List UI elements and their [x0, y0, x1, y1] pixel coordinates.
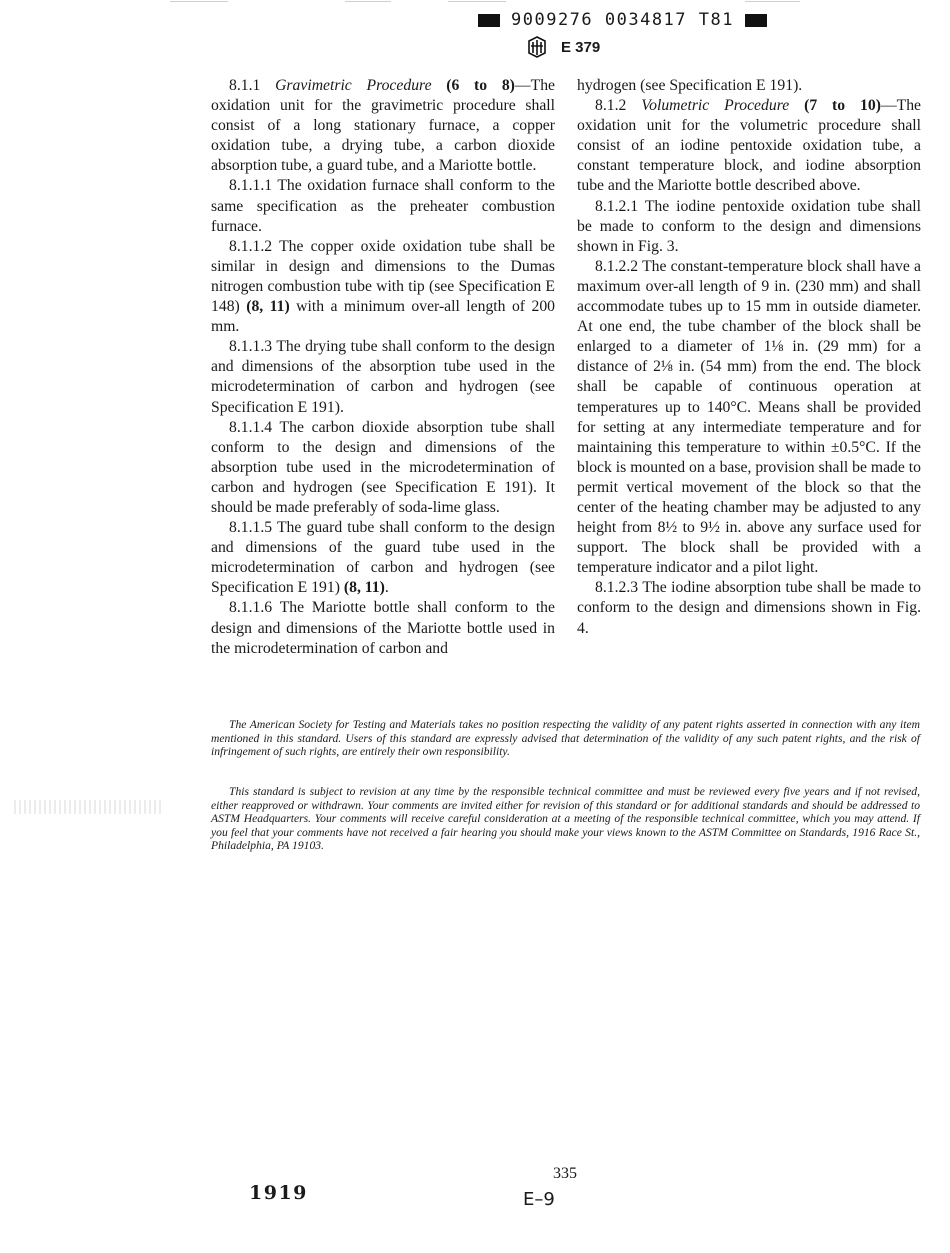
revision-notice-text: This standard is subject to revision at any time by the responsible technical committee and must be reviewed every five years and if not revised, either reapproved or withdrawn. Your comments are invited either for revision of this standard or for additional standards and should be addressed to ASTM Headquarters. Your comments will receive careful consideration at a meeting of the responsible technical committee, which you may attend. If you feel that your comments have not received a fair hearing you should make your views known to the ASTM Committee on Standards, 1916 Race St., Philadelphia, PA 19103. [211, 785, 920, 853]
marker-block [478, 14, 500, 27]
section-number: 8.1.2 [595, 97, 627, 115]
paragraph-8-1-2-1: 8.1.2.1 The iodine pentoxide oxidation tube shall be made to conform to the design and dimensions shown in Fig. 3. [577, 197, 921, 255]
right-column [577, 76, 921, 639]
document-id: 9009276 0034817 T81 [511, 10, 734, 30]
section-number: 8.1.1 [229, 77, 261, 94]
scan-line [448, 1, 506, 2]
paragraph-8-1-1-3: 8.1.1.3 The drying tube shall conform to the design and dimensions of the absorption tube used in the microdetermination of carbon and hydrogen (see Specification E 191). [211, 338, 555, 416]
scan-line [345, 1, 391, 2]
left-column [211, 76, 555, 659]
paragraph-8-1-1 [211, 76, 555, 176]
section-body: . [384, 579, 389, 597]
section-body: 8.1.1.2 The copper oxide oxidation tube shall be similar in design and dimensions to the Dumas nitrogen combustion tube with tip (see Specification E 148) [211, 237, 555, 316]
standard-header [527, 36, 600, 58]
paragraph-8-1-2-3: 8.1.2.3 The iodine absorption tube shall be made to conform to the design and dimensions shown in Fig. 4. [577, 579, 921, 637]
paragraph-8-1-2-2: 8.1.2.2 The constant-temperature block shall have a maximum over-all length of 9 in. (230 mm) and shall accommodate tubes up to 15 mm in outside diameter. At one end, the tube chamber of the block shall be enlarged to a diameter of 1⅛ in. (29 mm) for a distance of 2⅛ in. (54 mm) from the end. The block shall be capable of continuous operation at temperatures up to 140°C. Means shall be provided for setting at any intermediate temperature and for maintaining this temperature to within ±0.5°C. If the block is mounted on a base, provision shall be made to permit vertical movement of the block so that the center of the heating chamber may be adjusted to any height from 8½ to 9½ in. above any surface used for support. The block shall be provided with a temperature indicator and a pilot light. [577, 257, 921, 577]
section-title: Volumetric Procedure [641, 97, 790, 115]
page-number: 335 [553, 1165, 577, 1182]
astm-logo-icon [527, 36, 547, 58]
paragraph-8-1-1-1: 8.1.1.1 The oxidation furnace shall conform to the same specification as the preheater combustion furnace. [211, 177, 555, 235]
section-body: with a minimum over-all length of 200 mm. [211, 298, 556, 336]
scan-artifact [14, 800, 164, 814]
marker-block [745, 14, 767, 27]
reference: (8, 11) [246, 298, 290, 316]
scan-line [170, 1, 228, 2]
handwritten-note: E–9 [523, 1189, 555, 1210]
standard-designation: E 379 [561, 38, 601, 56]
document-id-line [478, 10, 767, 30]
section-body: —The oxidation unit for the volumetric procedure shall consist of an iodine pentoxide oxidation tube, a constant temperature block, and iodine absorption tube and the Mariotte bottle described above. [577, 97, 922, 195]
section-title: Gravimetric Procedure [275, 77, 432, 94]
paragraph-8-1-1-6: 8.1.1.6 The Mariotte bottle shall conform to the design and dimensions of the Mariotte bottle used in the microdetermination of carbon and [211, 599, 555, 657]
revision-notice [211, 785, 920, 853]
paragraph-8-1-2 [577, 96, 921, 196]
paragraph-8-1-1-5 [211, 518, 555, 598]
paragraph-continuation: hydrogen (see Specification E 191). [577, 77, 803, 94]
patent-notice-text: The American Society for Testing and Materials takes no position respecting the validity of any patent rights asserted in connection with any item mentioned in this standard. Users of this standard are expressly advised that determination of the validity of any such patent rights, and the risk of infringement of such rights, are entirely their own responsibility. [211, 718, 920, 759]
reference: (6 to 8) [446, 77, 515, 94]
paragraph-8-1-1-4: 8.1.1.4 The carbon dioxide absorption tube shall conform to the design and dimensions of the absorption tube used in the microdetermination of carbon and hydrogen (see Specification E 191). It should be made preferably of soda-lime glass. [211, 418, 555, 516]
reference: (8, 11) [343, 579, 385, 597]
section-body: 8.1.1.5 The guard tube shall conform to the design and dimensions of the guard tube used in the microdetermination of carbon and hydrogen (see Specification E 191) [211, 519, 555, 597]
section-body: —The oxidation unit for the gravimetric procedure shall consist of a long stationary furnace, a copper oxidation tube, a drying tube, a carbon dioxide absorption tube, a guard tube, and a Mariotte bottle. [211, 77, 555, 175]
scan-line [745, 1, 800, 2]
year-stamp: 1919 [249, 1182, 308, 1204]
reference: (7 to 10) [804, 97, 881, 115]
patent-notice [211, 718, 920, 759]
paragraph-8-1-1-2 [211, 237, 555, 337]
